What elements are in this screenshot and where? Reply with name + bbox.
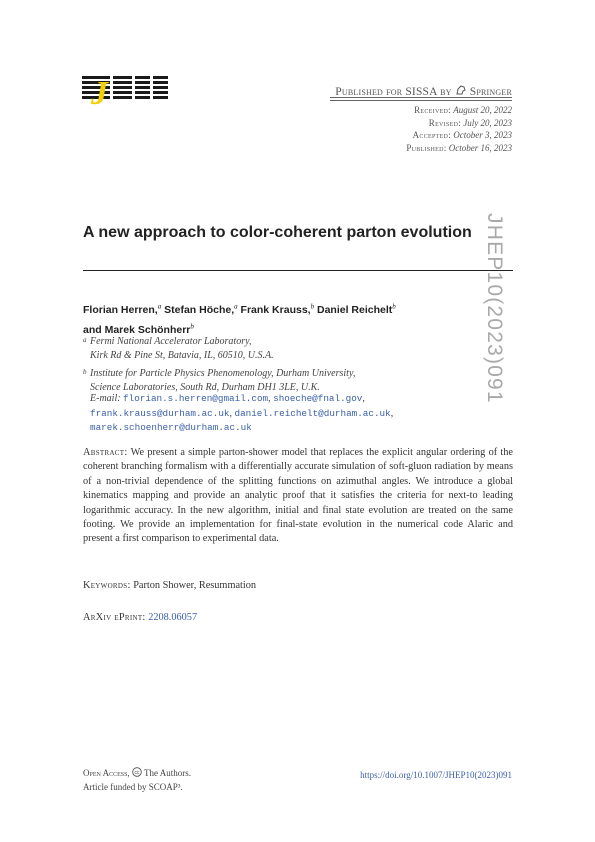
- email-link[interactable]: daniel.reichelt@durham.ac.uk: [234, 407, 391, 419]
- keywords-value: Parton Shower, Resummation: [133, 580, 257, 591]
- email-link[interactable]: frank.krauss@durham.ac.uk: [90, 407, 230, 419]
- published-prefix: Published for SISSA by: [335, 86, 452, 98]
- title-rule: [83, 270, 513, 271]
- paper-title: A new approach to color-coherent parton evolution: [83, 224, 472, 241]
- date-published: Published: October 16, 2023: [406, 142, 512, 153]
- arxiv-link[interactable]: 2208.06057: [148, 612, 198, 623]
- author: Stefan Höche,$^a$: [164, 302, 238, 316]
- email-link[interactable]: shoeche@fnal.gov: [273, 393, 363, 404]
- doi-link[interactable]: https://doi.org/10.1007/JHEP10(2023)091: [360, 770, 512, 780]
- abstract-label: Abstract:: [83, 447, 128, 458]
- affiliation: b Institute for Particle Physics Phenomenology, Durham University, Science Laboratories, South Rd, Durham DH1 3LE, U.K.: [83, 368, 356, 393]
- author: Florian Herren,$^a$: [83, 302, 162, 316]
- email-link[interactable]: florian.s.herren@gmail.com: [123, 393, 269, 404]
- email-link[interactable]: marek.schoenherr@durham.ac.uk: [90, 422, 252, 433]
- author: Frank Krauss,$^b$: [240, 302, 315, 316]
- side-identifier-text: JHEP10(2023)091: [483, 213, 506, 404]
- open-access-label: Open Access,: [83, 768, 130, 778]
- dates-block: [406, 104, 512, 154]
- keywords-label: Keywords:: [83, 580, 131, 591]
- author: and Marek Schönherr$^b$: [83, 322, 194, 336]
- springer-horse-icon: [455, 84, 467, 96]
- header-rule-bottom: [330, 100, 512, 101]
- footer-license: [83, 766, 191, 794]
- affiliation: a Fermi National Accelerator Laboratory, Kirk Rd & Pine St, Batavia, IL, 60510, U.S.A.: [83, 336, 274, 361]
- header-rule-top: [330, 97, 512, 98]
- author: Daniel Reichelt$^b$: [317, 302, 396, 316]
- date-accepted: Accepted: October 3, 2023: [412, 130, 512, 140]
- authors-copyright: The Authors.: [144, 768, 192, 778]
- abstract: [83, 446, 513, 547]
- date-revised: Revised: July 20, 2023: [428, 117, 512, 128]
- published-line: [335, 84, 512, 98]
- keywords: [83, 580, 256, 591]
- arxiv-eprint: [83, 612, 197, 623]
- date-received: Received: August 20, 2022: [414, 105, 512, 115]
- affiliations: [83, 335, 506, 399]
- svg-text:J: J: [91, 75, 108, 107]
- author-list: [83, 298, 513, 339]
- abstract-text: We present a simple parton-shower model that replaces the explicit angular ordering of the coherent branching formalism with a differentially accurate simulation of soft-gluon radiation by means of a non-trivial dependence of the splitting functions on azimuthal angles. We introduce a global kinematics mapping and provide an analytic proof that it satisfies the criteria for next-to leading logarithmic accuracy. In the new algorithm, initial and final state evolution are treated on the same footing. We provide an implementation for final-state evolution in the numerical code Alaric and present a first comparison to experimental data.: [83, 447, 513, 545]
- jhep-logo: [82, 75, 168, 107]
- publisher-name: Springer: [469, 86, 512, 98]
- svg-text:cc: cc: [134, 770, 140, 776]
- arxiv-label: ArXiv ePrint:: [83, 612, 146, 623]
- funding-note: Article funded by SCOAP³.: [83, 782, 183, 792]
- emails: E-mail: florian.s.herren@gmail.com, shoeche@fnal.gov, frank.krauss@durham.ac.uk, daniel.reichelt@durham.ac.uk, marek.schoenherr@durham.ac.uk: [90, 393, 394, 433]
- email-label: E-mail:: [90, 393, 121, 404]
- creative-commons-icon: [132, 767, 142, 777]
